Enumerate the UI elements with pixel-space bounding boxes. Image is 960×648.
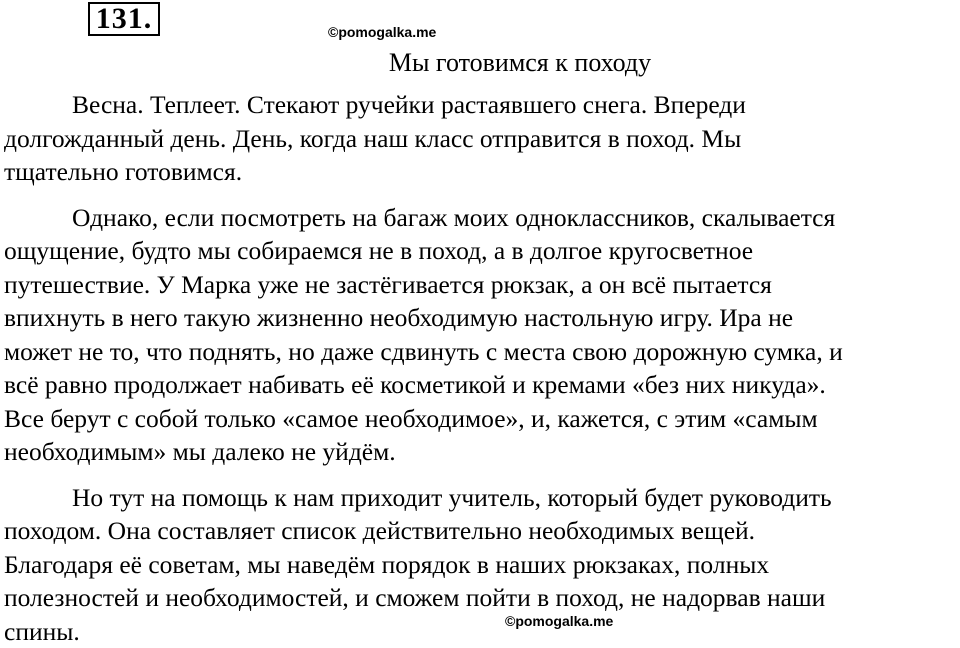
- text-line: необходимым» мы далеко не уйдём.: [4, 435, 960, 469]
- text-line: Все берут с собой только «самое необходимое», и, кажется, с этим «самым: [4, 402, 960, 436]
- text-line: спины.: [4, 615, 960, 648]
- text-line: всё равно продолжает набивать её косметикой и кремами «без них никуда».: [4, 368, 960, 402]
- exercise-number: 131.: [88, 2, 160, 36]
- watermark-top: ©pomogalka.me: [328, 24, 436, 40]
- text-line: тщательно готовимся.: [4, 155, 960, 189]
- text-line: Но тут на помощь к нам приходит учитель, который будет руководить: [4, 481, 960, 515]
- text-line: долгожданный день. День, когда наш класс отправится в поход. Мы: [4, 122, 960, 156]
- text-line: Весна. Теплеет. Стекают ручейки растаявшего снега. Впереди: [4, 88, 960, 122]
- text-line: Благодаря её советам, мы наведём порядок в наших рюкзаках, полных: [4, 548, 960, 582]
- text-line: походом. Она составляет список действительно необходимых вещей.: [4, 514, 960, 548]
- text-line: может не то, что поднять, но даже сдвинуть с места свою дорожную сумка, и: [4, 335, 960, 369]
- text-line: впихнуть в него такую жизненно необходимую настольную игру. Ира не: [4, 301, 960, 335]
- text-line: полезностей и необходимостей, и сможем пойти в поход, не надорвав наши: [4, 581, 960, 615]
- text-line: путешествие. У Марка уже не застёгивается рюкзак, а он всё пытается: [4, 268, 960, 302]
- text-line: ощущение, будто мы собираемся не в поход, а в долгое кругосветное: [4, 234, 960, 268]
- paragraph-3: [4, 481, 960, 648]
- text-line: Однако, если посмотреть на багаж моих одноклассников, скалывается: [4, 201, 960, 235]
- document-title: Мы готовимся к походу: [0, 46, 960, 80]
- paragraph-1: [4, 88, 960, 189]
- watermark-bottom: ©pomogalka.me: [505, 613, 613, 629]
- paragraph-2: [4, 201, 960, 469]
- text-body: [4, 88, 960, 648]
